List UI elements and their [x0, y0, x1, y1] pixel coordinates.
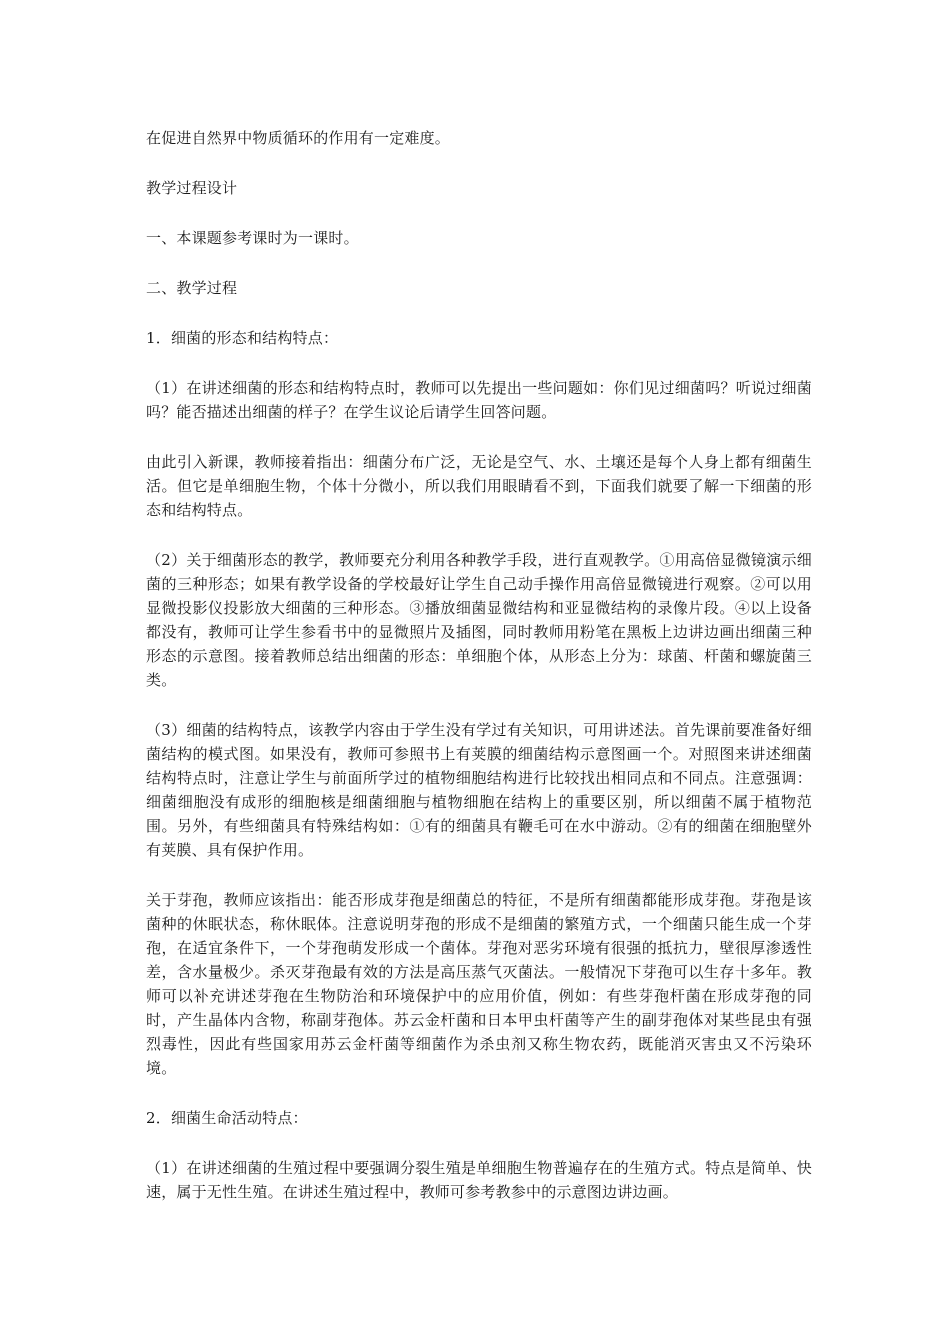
paragraph-intro-continuation: 在促进自然界中物质循环的作用有一定难度。 — [146, 129, 451, 147]
subsection-heading-life-activity: 2．细菌生命活动特点： — [146, 1109, 308, 1127]
section-heading-class-hours: 一、本课题参考课时为一课时。 — [146, 229, 359, 247]
paragraph-questions: （1）在讲述细菌的形态和结构特点时，教师可以先提出一些问题如：你们见过细菌吗？听说过细菌吗？能否描述出细菌的样子？在学生议论后请学生回答问题。 — [146, 379, 812, 421]
paragraph-introduction: 由此引入新课，教师接着指出：细菌分布广泛，无论是空气、水、土壤还是每个人身上都有细菌生活。但它是单细胞生物，个体十分微小，所以我们用眼睛看不到，下面我们就要了解一下细菌的形态和结构特点。 — [146, 453, 812, 519]
section-heading-process: 二、教学过程 — [146, 279, 238, 297]
paragraph-morphology-teaching: （2）关于细菌形态的教学，教师要充分利用各种教学手段，进行直观教学。①用高倍显微镜演示细菌的三种形态；如果有教学设备的学校最好让学生自己动手操作用高倍显微镜进行观察。②可以用显微投影仪投影放大细菌的三种形态。③播放细菌显微结构和亚显微结构的录像片段。④以上设备都没有，教师可让学生参看书中的显微照片及插图，同时教师用粉笔在黑板上边讲边画出细菌三种形态的示意图。接着教师总结出细菌的形态：单细胞个体，从形态上分为：球菌、杆菌和螺旋菌三类。 — [146, 551, 812, 689]
section-heading-design: 教学过程设计 — [146, 179, 238, 197]
paragraph-spores: 关于芽孢，教师应该指出：能否形成芽孢是细菌总的特征，不是所有细菌都能形成芽孢。芽孢是该菌种的休眠状态，称休眠体。注意说明芽孢的形成不是细菌的繁殖方式，一个细菌只能生成一个芽孢，在适宜条件下，一个芽孢萌发形成一个菌体。芽孢对恶劣环境有很强的抵抗力，壁很厚渗透性差，含水量极少。杀灭芽孢最有效的方法是高压蒸气灭菌法。一般情况下芽孢可以生存十多年。教师可以补充讲述芽孢在生物防治和环境保护中的应用价值，例如：有些芽孢杆菌在形成芽孢的同时，产生晶体内含物，称副芽孢体。苏云金杆菌和日本甲虫杆菌等产生的副芽孢体对某些昆虫有强烈毒性，因此有些国家用苏云金杆菌等细菌作为杀虫剂又称生物农药，既能消灭害虫又不污染环境。 — [146, 891, 812, 1077]
paragraph-reproduction: （1）在讲述细菌的生殖过程中要强调分裂生殖是单细胞生物普遍存在的生殖方式。特点是简单、快速，属于无性生殖。在讲述生殖过程中，教师可参考教参中的示意图边讲边画。 — [146, 1159, 812, 1201]
document-body — [146, 126, 812, 1230]
subsection-heading-morphology: 1．细菌的形态和结构特点： — [146, 329, 339, 347]
paragraph-structure-features: （3）细菌的结构特点，该教学内容由于学生没有学过有关知识，可用讲述法。首先课前要准备好细菌结构的模式图。如果没有，教师可参照书上有荚膜的细菌结构示意图画一个。对照图来讲述细菌结构特点时，注意让学生与前面所学过的植物细胞结构进行比较找出相同点和不同点。注意强调：细菌细胞没有成形的细胞核是细菌细胞与植物细胞在结构上的重要区别，所以细菌不属于植物范围。另外，有些细菌具有特殊结构如：①有的细菌具有鞭毛可在水中游动。②有的细菌在细胞壁外有荚膜、具有保护作用。 — [146, 721, 812, 859]
